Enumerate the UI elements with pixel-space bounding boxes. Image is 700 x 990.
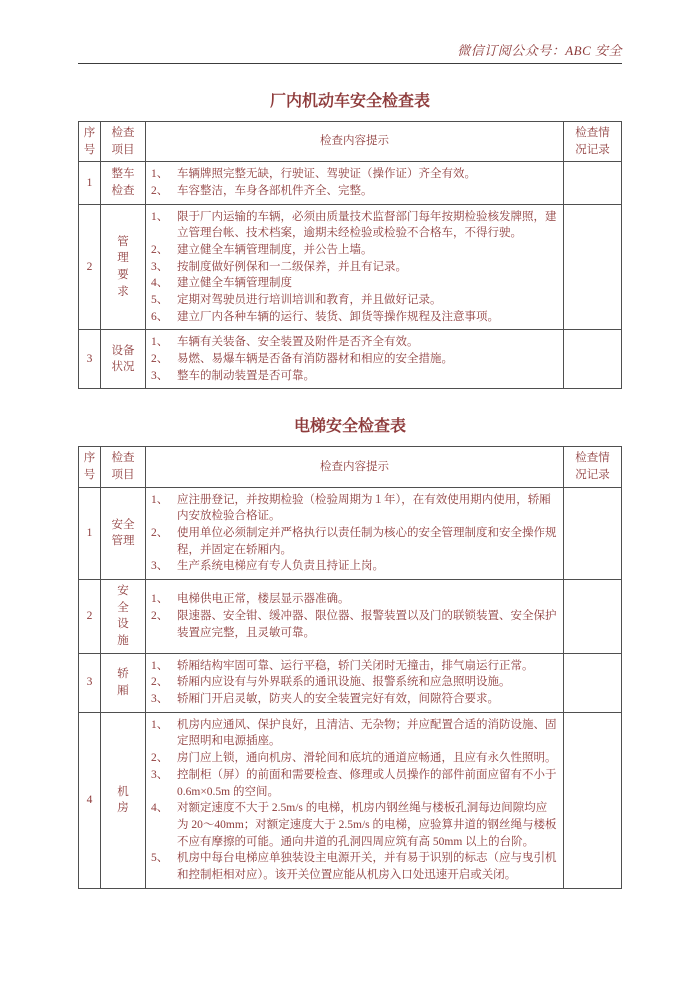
column-header-record: 检查情 况记录 — [564, 447, 622, 487]
line-number: 1、 — [151, 210, 169, 223]
content-line — [151, 183, 558, 200]
column-header-item: 检查 项目 — [101, 447, 146, 487]
column-header-no: 序 号 — [79, 122, 101, 162]
column-header-no: 序 号 — [79, 447, 101, 487]
table-header-row — [79, 447, 622, 487]
line-text: 建立健全车辆管理制度 — [177, 277, 292, 290]
content-line — [151, 334, 558, 351]
line-number: 1、 — [151, 336, 169, 349]
line-number: 3、 — [151, 560, 169, 573]
table-title: 电梯安全检查表 — [293, 418, 406, 436]
record-cell — [564, 487, 622, 579]
line-text: 建立厂内各种车辆的运行、装货、卸货等操作规程及注意事项。 — [177, 310, 499, 323]
inspection-item: 管 理 要 求 — [101, 204, 146, 330]
record-cell — [564, 330, 622, 389]
inspection-content — [146, 487, 564, 579]
inspection-content — [146, 330, 564, 389]
line-text: 轿厢内应设有与外界联系的通讯设施、报警系统和应急照明设施。 — [177, 676, 511, 689]
content-line — [151, 558, 558, 575]
row-number: 1 — [79, 487, 101, 579]
line-number: 5、 — [151, 294, 169, 307]
line-text: 按制度做好例保和一二级保养，并且有记录。 — [177, 260, 407, 273]
line-text: 机房中每台电梯应单独装设主电源开关，并有易于识别的标志（应与曳引机和控制柜相对应）。该开关位置应能从机房入口处迅速开启或关闭。 — [177, 852, 557, 881]
row-number: 1 — [79, 162, 101, 204]
content-line — [151, 209, 558, 242]
line-text: 车辆牌照完整无缺，行驶证、驾驶证（操作证）齐全有效。 — [177, 168, 476, 181]
line-number: 2、 — [151, 610, 169, 623]
content-line — [151, 292, 558, 309]
row-number: 2 — [79, 580, 101, 654]
table-title: 厂内机动车安全检查表 — [269, 93, 430, 110]
line-text: 生产系统电梯应有专人负责且持证上岗。 — [177, 560, 384, 573]
line-number: 3、 — [151, 369, 169, 382]
content-line — [151, 717, 558, 750]
table-row — [79, 487, 622, 579]
line-text: 机房内应通风、保护良好，且清洁、无杂物；并应配置合适的消防设施、固定照明和电源插座。 — [177, 718, 557, 748]
inspection-content — [146, 162, 564, 204]
record-cell — [564, 653, 622, 712]
line-text: 车容整洁，车身各部机件齐全、完整。 — [177, 185, 373, 198]
inspection-item: 设备 状况 — [101, 330, 146, 389]
table-row — [79, 712, 622, 888]
line-text: 房门应上锁，通向机房、滑轮间和底坑的通道应畅通，且应有永久性照明。 — [177, 752, 557, 765]
inspection-item: 安 全 设 施 — [101, 580, 146, 654]
line-number: 3、 — [151, 693, 169, 706]
record-cell — [564, 712, 622, 888]
inspection-item: 安全 管理 — [101, 487, 146, 579]
header-rule — [78, 63, 622, 64]
line-text: 控制柜（屏）的前面和需要检查、修理或人员操作的部件前面应留有不小于 0.6m×0.5m 的空间。 — [177, 768, 557, 798]
line-text: 定期对驾驶员进行培训培训和教育，并且做好记录。 — [177, 294, 442, 307]
inspection-item: 机 房 — [101, 712, 146, 888]
line-text: 对额定速度不大于 2.5m/s 的电梯，机房内钢丝绳与楼板孔洞每边间隙均应为 20～40mm；对额定速度大于 2.5m/s 的电梯，应验算井道的钢丝绳与楼板不应有摩擦的可能。通向井道的孔洞四周应筑有高 50mm 以上的台阶。 — [177, 802, 557, 848]
column-header-item: 检查 项目 — [101, 122, 146, 162]
table-row — [79, 162, 622, 204]
wechat-account-note: 微信订阅公众号：ABC 安全 — [457, 43, 622, 58]
content-line — [151, 275, 558, 292]
line-number: 4、 — [151, 802, 169, 815]
line-text: 电梯供电正常，楼层显示器准确。 — [177, 593, 350, 606]
content-line — [151, 242, 558, 259]
column-header-record: 检查情 况记录 — [564, 122, 622, 162]
line-text: 整车的制动装置是否可靠。 — [177, 369, 315, 382]
content-line — [151, 591, 558, 608]
table-row — [79, 653, 622, 712]
table-row — [79, 580, 622, 654]
line-text: 限于厂内运输的车辆，必须由质量技术监督部门每年按期检验核发牌照，建立管理台帐、技术档案，逾期未经检验或检验不合格车，不得行驶。 — [177, 210, 557, 240]
inspection-table — [78, 121, 622, 389]
line-text: 轿厢门开启灵敏，防夹人的安全装置完好有效，间隙符合要求。 — [177, 693, 499, 706]
content-line — [151, 309, 558, 326]
line-number: 1、 — [151, 659, 169, 672]
inspection-content — [146, 653, 564, 712]
table-row — [79, 330, 622, 389]
line-text: 使用单位必须制定并严格执行以责任制为核心的安全管理制度和安全操作规程，并固定在轿厢内。 — [177, 527, 557, 556]
line-number: 6、 — [151, 310, 169, 323]
line-number: 2、 — [151, 527, 169, 540]
content-line — [151, 259, 558, 276]
content-line — [151, 525, 558, 558]
line-text: 应注册登记，并按期检验（检验周期为１年），在有效使用期内使用，轿厢内安放检验合格证。 — [177, 493, 551, 523]
column-header-content: 检查内容提示 — [146, 447, 564, 487]
line-number: 5、 — [151, 852, 169, 865]
content-line — [151, 767, 558, 800]
row-number: 3 — [79, 653, 101, 712]
inspection-content — [146, 580, 564, 654]
table-row — [79, 204, 622, 330]
record-cell — [564, 162, 622, 204]
line-number: 2、 — [151, 185, 169, 198]
line-text: 限速器、安全钳、缓冲器、限位器、报警装置以及门的联锁装置、安全保护装置应完整，且灵敏可靠。 — [177, 610, 557, 639]
line-text: 轿厢结构牢固可靠、运行平稳，轿门关闭时无撞击，排气扇运行正常。 — [177, 659, 534, 672]
line-number: 2、 — [151, 353, 169, 366]
line-number: 1、 — [151, 168, 169, 181]
record-cell — [564, 580, 622, 654]
row-number: 2 — [79, 204, 101, 330]
content-line — [151, 351, 558, 368]
content-line — [151, 608, 558, 641]
content-line — [151, 800, 558, 850]
line-text: 车辆有关装备、安全装置及附件是否齐全有效。 — [177, 336, 419, 349]
content-line — [151, 850, 558, 883]
content-line — [151, 492, 558, 525]
line-text: 易燃、易爆车辆是否备有消防器材和相应的安全措施。 — [177, 353, 453, 366]
inspection-item: 轿 厢 — [101, 653, 146, 712]
table-header-row — [79, 122, 622, 162]
line-number: 2、 — [151, 244, 169, 257]
inspection-item: 整车 检查 — [101, 162, 146, 204]
inspection-content — [146, 204, 564, 330]
content-line — [151, 674, 558, 691]
tables-container — [78, 88, 622, 889]
line-number: 2、 — [151, 676, 169, 689]
line-number: 3、 — [151, 260, 169, 273]
content-line — [151, 368, 558, 385]
line-number: 4、 — [151, 277, 169, 290]
line-number: 1、 — [151, 493, 169, 506]
line-text: 建立健全车辆管理制度，并公告上墙。 — [177, 244, 373, 257]
line-number: 3、 — [151, 768, 169, 781]
line-number: 1、 — [151, 718, 169, 731]
content-line — [151, 166, 558, 183]
content-line — [151, 658, 558, 675]
row-number: 4 — [79, 712, 101, 888]
record-cell — [564, 204, 622, 330]
content-line — [151, 750, 558, 767]
content-line — [151, 691, 558, 708]
inspection-table — [78, 446, 622, 888]
column-header-content: 检查内容提示 — [146, 122, 564, 162]
inspection-content — [146, 712, 564, 888]
line-number: 1、 — [151, 593, 169, 606]
row-number: 3 — [79, 330, 101, 389]
line-number: 2、 — [151, 752, 169, 765]
